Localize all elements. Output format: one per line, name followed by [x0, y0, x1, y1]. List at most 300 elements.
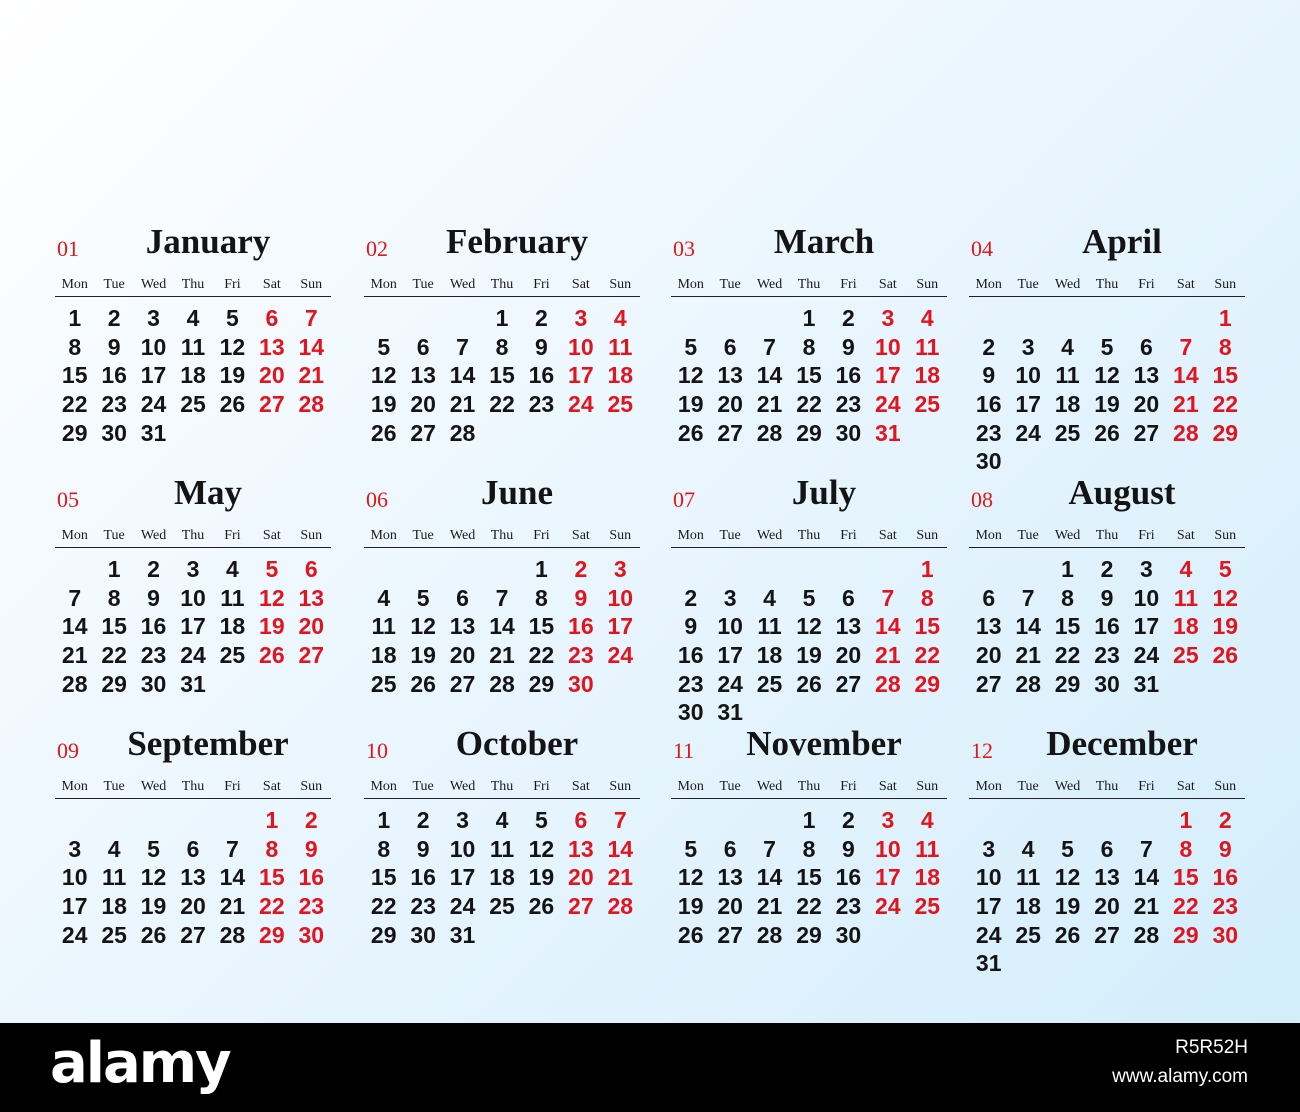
day-cell: 11: [915, 333, 940, 360]
day-cell: 8: [802, 835, 816, 862]
empty-cell: [710, 806, 749, 835]
day-cell: 4: [920, 807, 934, 833]
day-cell: 6: [186, 835, 200, 862]
day-cell: 11: [489, 835, 515, 862]
day-cell: 25: [219, 642, 246, 669]
day-cell: 2: [535, 305, 548, 331]
day-cell: 10: [180, 584, 206, 611]
day-cell: 13: [1133, 362, 1160, 389]
day-cell: 23: [140, 642, 167, 669]
day-cell: 26: [1094, 419, 1120, 446]
day-cell: 28: [61, 670, 88, 697]
weekday-label: Mon: [370, 277, 397, 292]
day-cell: 5: [147, 835, 160, 862]
day-cell: 18: [219, 613, 246, 640]
day-cell: 5: [535, 807, 548, 833]
day-cell: 17: [180, 613, 206, 640]
day-cell: 23: [835, 391, 862, 418]
day-cell: 21: [1015, 642, 1041, 669]
day-cell: 13: [410, 362, 436, 389]
day-cell: 14: [756, 864, 783, 891]
day-cell: 10: [61, 864, 88, 891]
day-cell: 16: [568, 613, 594, 640]
day-cell: 9: [574, 584, 588, 611]
day-cell: 16: [298, 864, 325, 891]
weekday-label: Mon: [975, 528, 1002, 543]
day-cell: 10: [975, 864, 1002, 891]
month-number: 01: [57, 236, 79, 261]
day-cell: 22: [796, 893, 822, 920]
day-cell: 7: [1021, 584, 1035, 611]
day-cell: 13: [975, 613, 1002, 640]
empty-cell: [671, 555, 710, 584]
day-cell: 27: [975, 670, 1002, 697]
day-cell: 20: [259, 362, 285, 389]
day-cell: 11: [220, 584, 245, 611]
day-cell: 25: [756, 670, 783, 697]
day-cell: 29: [796, 921, 822, 948]
day-cell: 26: [677, 419, 704, 446]
day-cell: 19: [410, 642, 436, 669]
day-cell: 10: [1015, 362, 1041, 389]
day-cell: 28: [298, 391, 325, 418]
day-cell: 28: [489, 670, 515, 697]
day-cell: 1: [920, 556, 934, 582]
month-number: 11: [673, 738, 695, 763]
day-cell: 28: [756, 921, 783, 948]
day-cell: 26: [1212, 642, 1239, 669]
day-cell: 12: [410, 613, 436, 640]
weekday-label: Mon: [975, 277, 1002, 292]
day-cell: 3: [456, 807, 469, 833]
weekday-label: Sat: [262, 779, 281, 794]
weekday-label: Thu: [1095, 528, 1119, 543]
day-cell: 15: [1054, 613, 1081, 640]
weekday-label: Mon: [61, 528, 88, 543]
day-cell: 28: [1015, 670, 1041, 697]
weekday-header: [969, 778, 1245, 799]
day-cell: 29: [370, 921, 397, 948]
day-cell: 4: [226, 556, 239, 582]
day-cell: 7: [763, 333, 776, 360]
day-cell: 13: [449, 613, 476, 640]
day-cell: 20: [835, 642, 862, 669]
weekday-label: Fri: [840, 277, 857, 292]
day-cell: 16: [1212, 864, 1239, 891]
weekday-label: Wed: [756, 779, 783, 794]
day-grid: [671, 806, 947, 949]
day-cell: 10: [875, 333, 901, 360]
day-cell: 17: [449, 864, 476, 891]
day-cell: 5: [226, 305, 239, 331]
day-cell: 27: [410, 419, 436, 446]
day-cell: 16: [101, 362, 127, 389]
month-december: [969, 724, 1245, 980]
weekday-header: [55, 778, 331, 799]
weekday-label: Sun: [1214, 779, 1237, 794]
day-cell: 15: [61, 362, 88, 389]
day-cell: 5: [377, 333, 391, 360]
day-cell: 22: [101, 642, 127, 669]
weekday-label: Wed: [756, 528, 783, 543]
day-cell: 23: [1094, 642, 1120, 669]
day-cell: 3: [1140, 556, 1153, 582]
day-cell: 27: [835, 670, 862, 697]
day-cell: 29: [796, 419, 822, 446]
day-cell: 24: [1015, 419, 1041, 446]
day-cell: 1: [802, 807, 816, 833]
day-grid: [55, 806, 331, 949]
day-cell: 23: [975, 419, 1002, 446]
empty-cell: [482, 555, 521, 584]
day-cell: 2: [1100, 556, 1114, 582]
day-cell: 31: [875, 419, 901, 446]
day-cell: 11: [608, 333, 633, 360]
weekday-label: Fri: [224, 779, 241, 794]
day-cell: 14: [875, 613, 901, 640]
day-cell: 20: [975, 642, 1002, 669]
day-grid: [55, 304, 331, 447]
month-june: [364, 473, 640, 729]
day-cell: 26: [140, 921, 167, 948]
day-cell: 10: [140, 333, 167, 360]
day-cell: 16: [528, 362, 555, 389]
weekday-label: Thu: [1095, 779, 1119, 794]
day-cell: 19: [677, 391, 704, 418]
day-cell: 28: [449, 419, 476, 446]
weekday-label: Sun: [916, 528, 939, 543]
empty-cell: [1127, 806, 1166, 835]
day-cell: 14: [489, 613, 515, 640]
weekday-label: Tue: [412, 779, 434, 794]
month-name: July: [791, 473, 857, 512]
day-cell: 15: [796, 864, 822, 891]
day-cell: 23: [835, 893, 862, 920]
empty-cell: [1008, 555, 1047, 584]
day-cell: 20: [568, 864, 594, 891]
weekday-header: [55, 276, 331, 297]
day-cell: 28: [607, 893, 634, 920]
month-april: [969, 222, 1245, 478]
day-cell: 16: [1094, 613, 1120, 640]
day-cell: 19: [140, 893, 167, 920]
day-cell: 7: [1140, 835, 1153, 862]
month-name: May: [173, 473, 243, 512]
weekday-label: Tue: [1017, 528, 1039, 543]
month-january: [55, 222, 331, 478]
day-cell: 10: [875, 835, 901, 862]
empty-cell: [829, 555, 868, 584]
month-october: [364, 724, 640, 980]
day-cell: 12: [1094, 362, 1120, 389]
weekday-label: Fri: [533, 277, 550, 292]
month-name: February: [446, 222, 588, 261]
day-cell: 14: [219, 864, 246, 891]
weekday-label: Thu: [797, 779, 821, 794]
month-number: 04: [971, 236, 993, 261]
empty-cell: [213, 806, 252, 835]
weekday-label: Mon: [677, 277, 704, 292]
day-cell: 1: [802, 305, 816, 331]
day-cell: 16: [140, 613, 167, 640]
day-cell: 27: [449, 670, 476, 697]
day-cell: 27: [717, 419, 743, 446]
day-cell: 24: [180, 642, 206, 669]
day-cell: 24: [568, 391, 594, 418]
day-cell: 5: [416, 584, 430, 611]
day-cell: 8: [1218, 333, 1232, 360]
weekday-label: Mon: [61, 779, 88, 794]
day-cell: 8: [495, 333, 509, 360]
day-cell: 9: [107, 333, 121, 360]
day-cell: 25: [1173, 642, 1199, 669]
day-grid: [969, 806, 1245, 978]
day-cell: 5: [1061, 835, 1074, 862]
day-cell: 15: [914, 613, 941, 640]
day-cell: 10: [607, 584, 634, 611]
day-cell: 6: [842, 584, 855, 611]
month-name: January: [145, 222, 271, 261]
empty-cell: [94, 806, 133, 835]
day-cell: 22: [259, 893, 285, 920]
day-cell: 2: [147, 556, 160, 582]
day-cell: 1: [68, 305, 82, 331]
day-cell: 27: [1133, 419, 1160, 446]
day-cell: 7: [495, 584, 509, 611]
day-cell: 15: [370, 864, 397, 891]
day-cell: 12: [796, 613, 822, 640]
empty-cell: [364, 304, 403, 333]
day-cell: 14: [1015, 613, 1041, 640]
empty-cell: [1008, 304, 1047, 333]
day-cell: 20: [180, 893, 206, 920]
empty-cell: [750, 806, 789, 835]
month-number: 05: [57, 487, 79, 512]
day-cell: 29: [101, 670, 127, 697]
day-cell: 4: [1021, 835, 1035, 862]
day-cell: 29: [1212, 419, 1239, 446]
weekday-label: Fri: [533, 528, 550, 543]
day-cell: 30: [1094, 670, 1120, 697]
day-cell: 6: [574, 807, 588, 833]
weekday-label: Tue: [103, 779, 125, 794]
day-cell: 24: [875, 391, 901, 418]
day-cell: 2: [842, 807, 855, 833]
day-cell: 11: [101, 864, 127, 891]
day-cell: 30: [835, 921, 862, 948]
day-cell: 28: [1173, 419, 1199, 446]
day-cell: 2: [1218, 807, 1232, 833]
day-cell: 7: [304, 305, 318, 331]
day-grid: [969, 555, 1245, 698]
day-cell: 3: [881, 305, 895, 331]
month-number: 09: [57, 738, 79, 763]
day-cell: 8: [535, 584, 548, 611]
day-cell: 3: [982, 835, 996, 862]
day-cell: 12: [370, 362, 397, 389]
weekday-label: Sun: [916, 779, 939, 794]
weekday-header: [671, 276, 947, 297]
day-cell: 19: [370, 391, 397, 418]
day-cell: 4: [1179, 556, 1193, 582]
day-cell: 17: [1015, 391, 1041, 418]
empty-cell: [750, 555, 789, 584]
day-cell: 24: [1133, 642, 1160, 669]
day-cell: 17: [1133, 613, 1160, 640]
day-cell: 13: [259, 333, 285, 360]
day-grid: [364, 304, 640, 447]
day-cell: 25: [101, 921, 127, 948]
day-cell: 23: [568, 642, 594, 669]
day-cell: 11: [757, 613, 782, 640]
day-cell: 21: [449, 391, 476, 418]
weekday-label: Sun: [300, 277, 323, 292]
day-cell: 31: [975, 950, 1002, 977]
day-cell: 4: [107, 835, 121, 862]
day-cell: 23: [298, 893, 325, 920]
day-cell: 20: [449, 642, 476, 669]
day-cell: 3: [1021, 333, 1035, 360]
weekday-label: Thu: [797, 277, 821, 292]
day-cell: 31: [180, 670, 206, 697]
day-cell: 29: [61, 419, 88, 446]
day-cell: 1: [265, 807, 279, 833]
weekday-label: Thu: [490, 528, 514, 543]
weekday-label: Tue: [412, 528, 434, 543]
month-august: [969, 473, 1245, 729]
empty-cell: [403, 304, 442, 333]
day-cell: 18: [1054, 391, 1081, 418]
day-cell: 29: [914, 670, 941, 697]
day-cell: 12: [1054, 864, 1081, 891]
day-cell: 10: [449, 835, 476, 862]
day-cell: 3: [574, 305, 588, 331]
weekday-label: Tue: [719, 779, 741, 794]
day-cell: 4: [495, 807, 509, 833]
weekday-label: Thu: [181, 277, 205, 292]
day-cell: 22: [528, 642, 555, 669]
day-cell: 19: [677, 893, 704, 920]
day-cell: 14: [61, 613, 88, 640]
month-number: 03: [673, 236, 695, 261]
day-cell: 16: [835, 864, 862, 891]
day-cell: 24: [140, 391, 167, 418]
day-cell: 9: [982, 362, 996, 389]
day-cell: 26: [259, 642, 285, 669]
weekday-label: Thu: [490, 277, 514, 292]
day-cell: 15: [796, 362, 822, 389]
day-cell: 26: [410, 670, 436, 697]
day-cell: 13: [568, 835, 594, 862]
day-cell: 8: [920, 584, 934, 611]
day-cell: 3: [147, 305, 160, 331]
weekday-label: Sun: [609, 528, 632, 543]
month-july: [671, 473, 947, 729]
day-cell: 16: [975, 391, 1002, 418]
day-cell: 17: [61, 893, 88, 920]
day-cell: 28: [875, 670, 901, 697]
day-cell: 18: [607, 362, 634, 389]
day-cell: 21: [756, 391, 783, 418]
day-cell: 12: [259, 584, 285, 611]
weekday-header: [969, 276, 1245, 297]
month-number: 12: [971, 738, 993, 763]
day-cell: 5: [1218, 556, 1232, 582]
day-cell: 13: [298, 584, 325, 611]
day-cell: 18: [1015, 893, 1041, 920]
day-cell: 10: [568, 333, 594, 360]
day-cell: 25: [370, 670, 397, 697]
weekday-label: Tue: [412, 277, 434, 292]
day-cell: 18: [489, 864, 515, 891]
weekday-label: Sun: [300, 779, 323, 794]
day-cell: 17: [975, 893, 1002, 920]
empty-cell: [55, 806, 94, 835]
empty-cell: [671, 806, 710, 835]
day-cell: 13: [717, 362, 743, 389]
day-cell: 6: [304, 556, 318, 582]
day-cell: 30: [1212, 921, 1239, 948]
day-grid: [364, 806, 640, 949]
weekday-header: [364, 276, 640, 297]
day-cell: 11: [1015, 864, 1041, 891]
empty-cell: [750, 304, 789, 333]
day-cell: 4: [920, 305, 934, 331]
day-cell: 30: [677, 699, 704, 726]
weekday-label: Thu: [490, 779, 514, 794]
day-cell: 1: [107, 556, 121, 582]
day-cell: 14: [1133, 864, 1160, 891]
day-cell: 2: [304, 807, 318, 833]
day-cell: 30: [101, 419, 127, 446]
weekday-label: Sat: [878, 779, 897, 794]
day-cell: 10: [717, 613, 743, 640]
month-march: [671, 222, 947, 478]
day-cell: 22: [61, 391, 88, 418]
month-number: 06: [366, 487, 388, 512]
day-cell: 9: [304, 835, 318, 862]
day-cell: 19: [1054, 893, 1081, 920]
day-cell: 22: [1212, 391, 1239, 418]
day-cell: 13: [180, 864, 206, 891]
weekday-header: [671, 778, 947, 799]
day-grid: [671, 304, 947, 447]
day-cell: 31: [449, 921, 476, 948]
day-cell: 16: [677, 642, 704, 669]
day-cell: 15: [1212, 362, 1239, 389]
day-cell: 28: [219, 921, 246, 948]
weekday-label: Sun: [300, 528, 323, 543]
day-cell: 29: [1173, 921, 1199, 948]
day-cell: 8: [68, 333, 82, 360]
day-cell: 14: [449, 362, 476, 389]
empty-cell: [1087, 304, 1126, 333]
weekday-label: Fri: [1138, 277, 1155, 292]
empty-cell: [710, 555, 749, 584]
day-cell: 21: [61, 642, 88, 669]
day-cell: 20: [410, 391, 436, 418]
month-number: 02: [366, 236, 388, 261]
day-cell: 24: [61, 921, 88, 948]
empty-cell: [1127, 304, 1166, 333]
day-cell: 31: [1133, 670, 1160, 697]
day-cell: 28: [756, 419, 783, 446]
day-cell: 7: [763, 835, 776, 862]
day-cell: 8: [802, 333, 816, 360]
day-cell: 25: [180, 391, 206, 418]
day-cell: 20: [717, 893, 743, 920]
weekday-label: Wed: [449, 528, 476, 543]
